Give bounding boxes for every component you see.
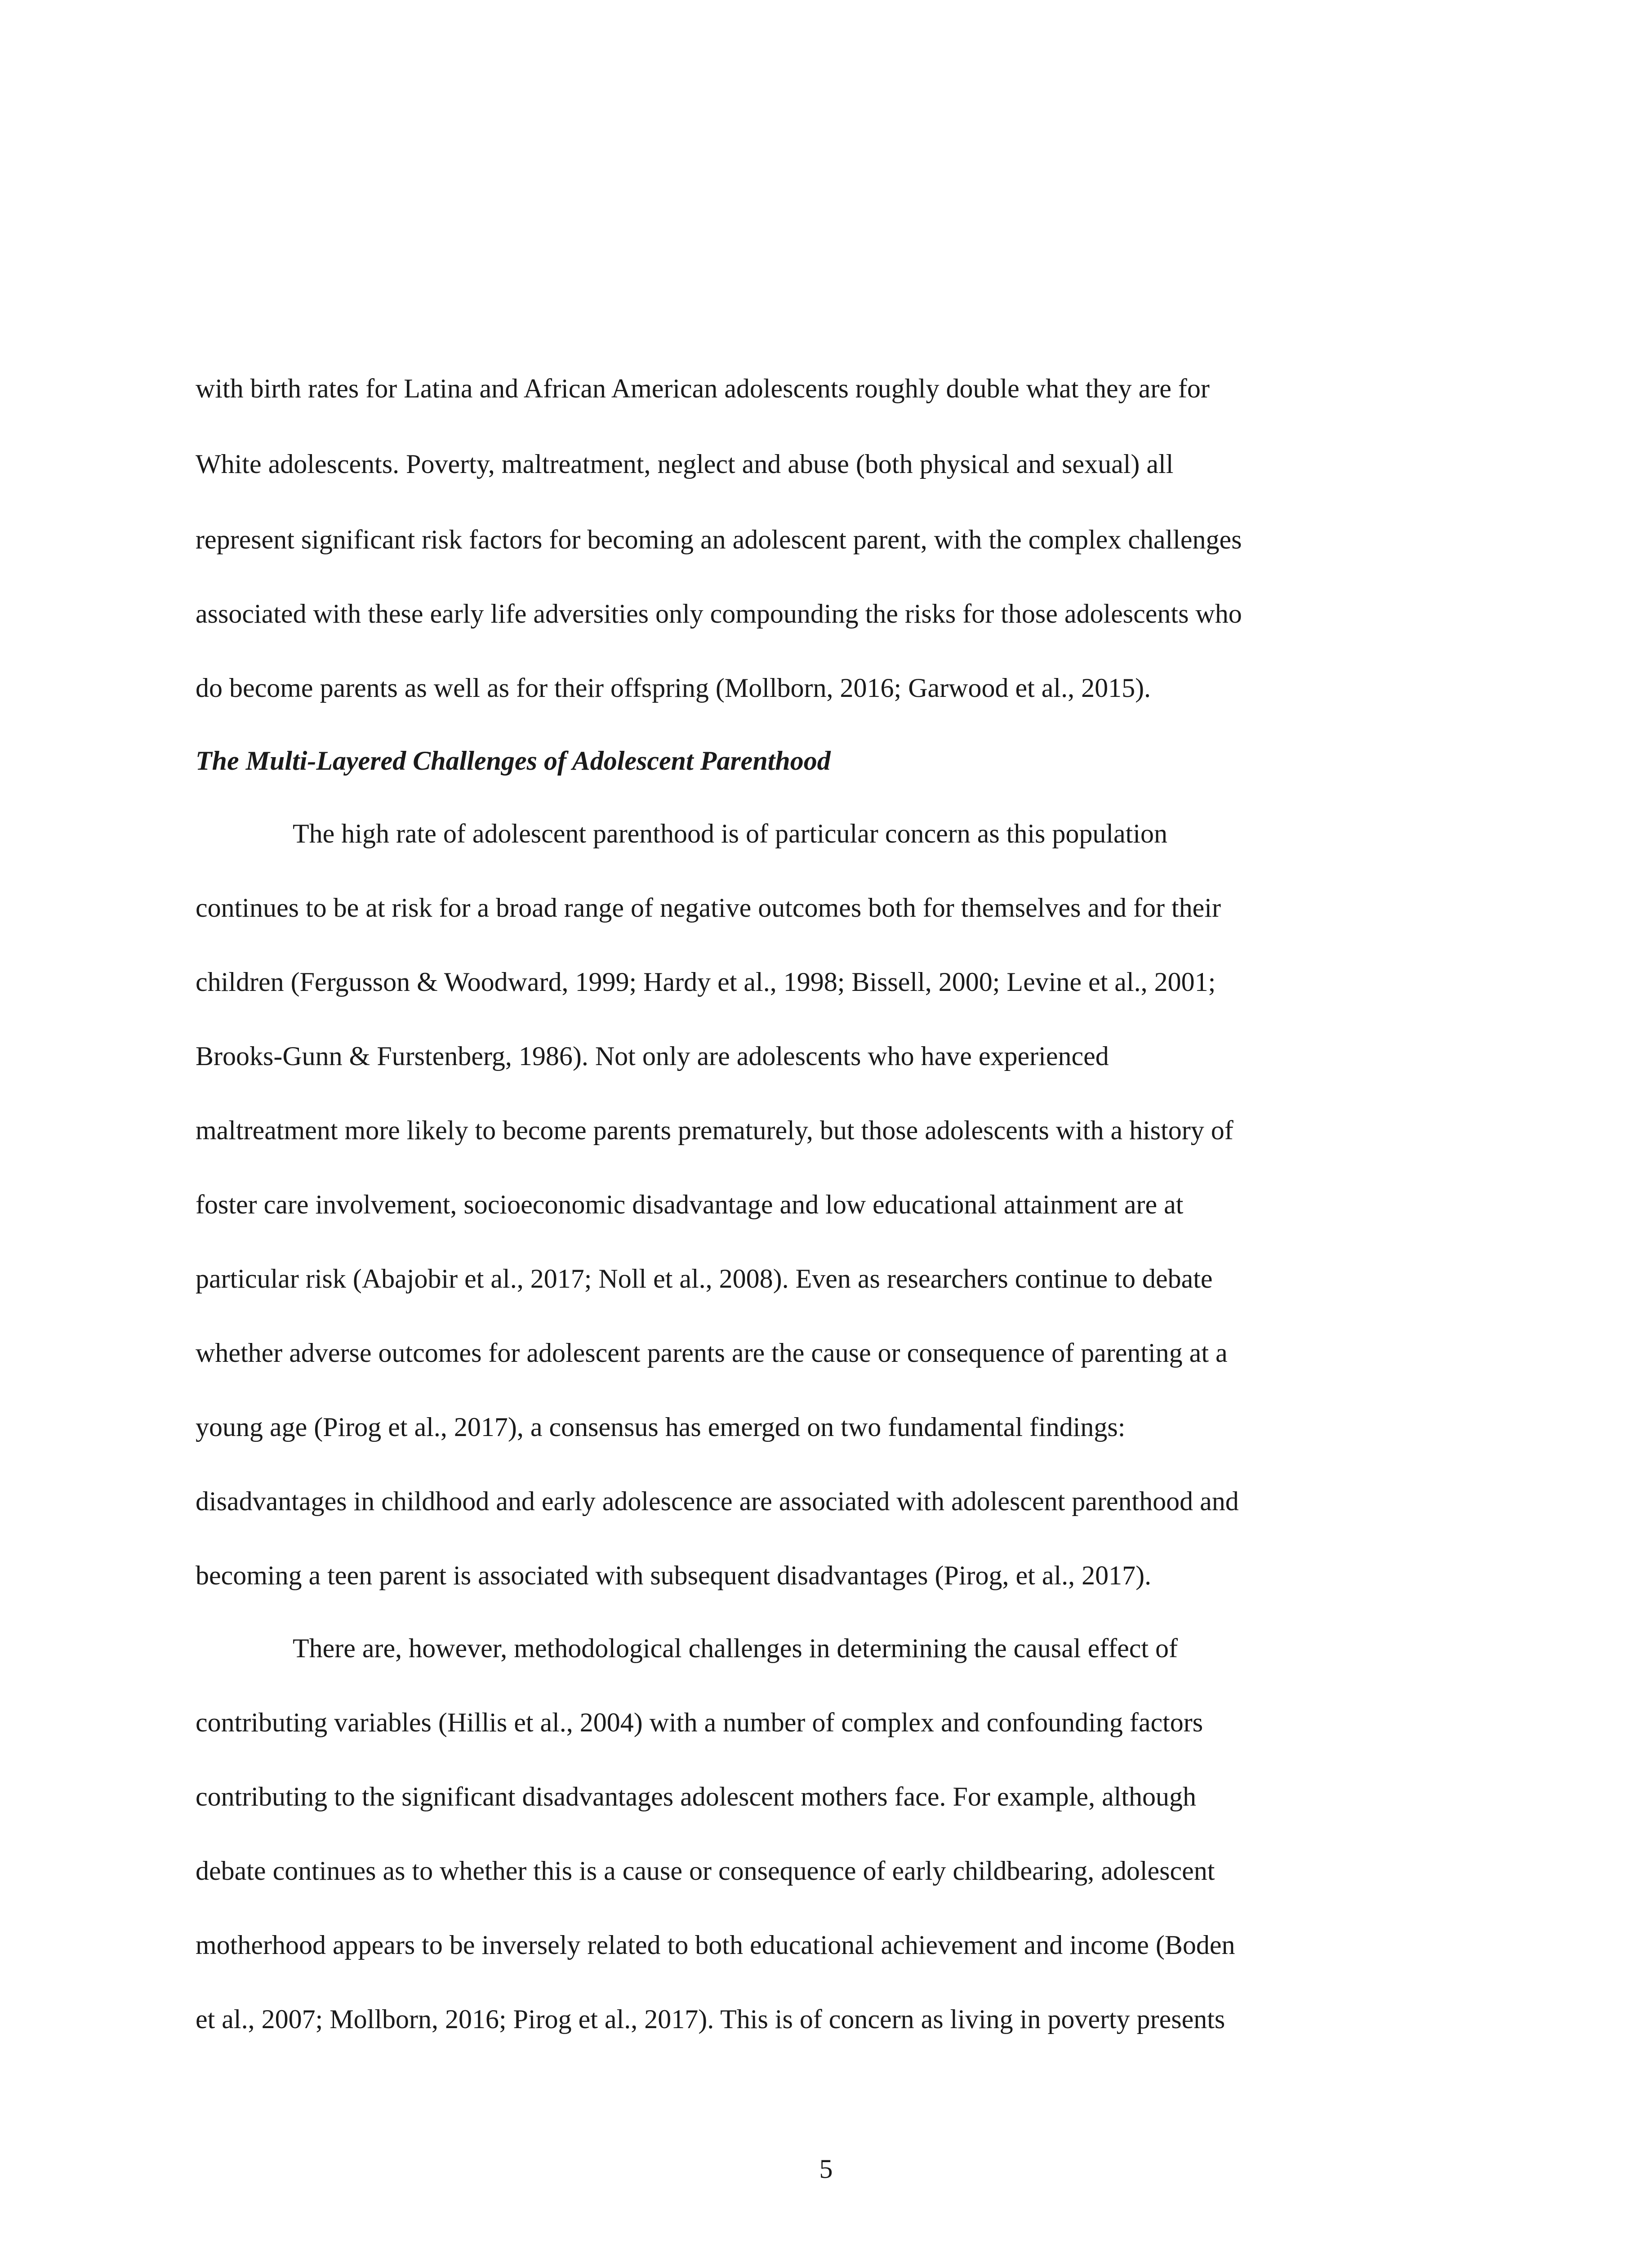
- paragraph-1-line-5: maltreatment more likely to become parents prematurely, but those adolescents with a history of: [196, 1115, 1233, 1145]
- paragraph-continued-line-3: represent significant risk factors for becoming an adolescent parent, with the complex challenges: [196, 525, 1242, 554]
- section-heading: The Multi-Layered Challenges of Adolescent Parenthood: [196, 746, 831, 776]
- paragraph-continued-line-5: do become parents as well as for their offspring (Mollborn, 2016; Garwood et al., 2015).: [196, 673, 1151, 703]
- paragraph-1-line-2: continues to be at risk for a broad range of negative outcomes both for themselves and for their: [196, 893, 1221, 923]
- paragraph-1-line-11: becoming a teen parent is associated with subsequent disadvantages (Pirog, et al., 2017).: [196, 1561, 1152, 1590]
- paragraph-1-line-10: disadvantages in childhood and early adolescence are associated with adolescent parenthood and: [196, 1486, 1239, 1516]
- paragraph-1-line-8: whether adverse outcomes for adolescent parents are the cause or consequence of parenting at a: [196, 1338, 1228, 1368]
- paragraph-1-line-7: particular risk (Abajobir et al., 2017; Noll et al., 2008). Even as researchers continue to debate: [196, 1264, 1213, 1293]
- paragraph-1-line-9: young age (Pirog et al., 2017), a consensus has emerged on two fundamental findings:: [196, 1412, 1126, 1442]
- paragraph-2-line-3: contributing to the significant disadvantages adolescent mothers face. For example, although: [196, 1782, 1197, 1811]
- paragraph-2-line-1: There are, however, methodological challenges in determining the causal effect of: [293, 1633, 1178, 1663]
- paragraph-1-line-3: children (Fergusson & Woodward, 1999; Hardy et al., 1998; Bissell, 2000; Levine et al., 2001;: [196, 967, 1216, 997]
- page-number: 5: [819, 2154, 833, 2184]
- paragraph-1-line-4: Brooks-Gunn & Furstenberg, 1986). Not only are adolescents who have experienced: [196, 1041, 1109, 1071]
- paragraph-1-line-1: The high rate of adolescent parenthood is of particular concern as this population: [293, 819, 1168, 848]
- paragraph-continued-line-4: associated with these early life adversities only compounding the risks for those adolescents who: [196, 599, 1242, 629]
- paragraph-2-line-6: et al., 2007; Mollborn, 2016; Pirog et al., 2017). This is of concern as living in poverty presents: [196, 2004, 1225, 2034]
- paragraph-1-line-6: foster care involvement, socioeconomic disadvantage and low educational attainment are at: [196, 1190, 1184, 1219]
- paragraph-2-line-5: motherhood appears to be inversely related to both educational achievement and income (Boden: [196, 1930, 1235, 1960]
- paragraph-2-line-2: contributing variables (Hillis et al., 2004) with a number of complex and confounding factors: [196, 1708, 1203, 1737]
- paragraph-2-line-4: debate continues as to whether this is a cause or consequence of early childbearing, adolescent: [196, 1856, 1215, 1886]
- paragraph-continued-line-1: with birth rates for Latina and African American adolescents roughly double what they are for: [196, 374, 1210, 403]
- paragraph-continued-line-2: White adolescents. Poverty, maltreatment, neglect and abuse (both physical and sexual) all: [196, 449, 1174, 479]
